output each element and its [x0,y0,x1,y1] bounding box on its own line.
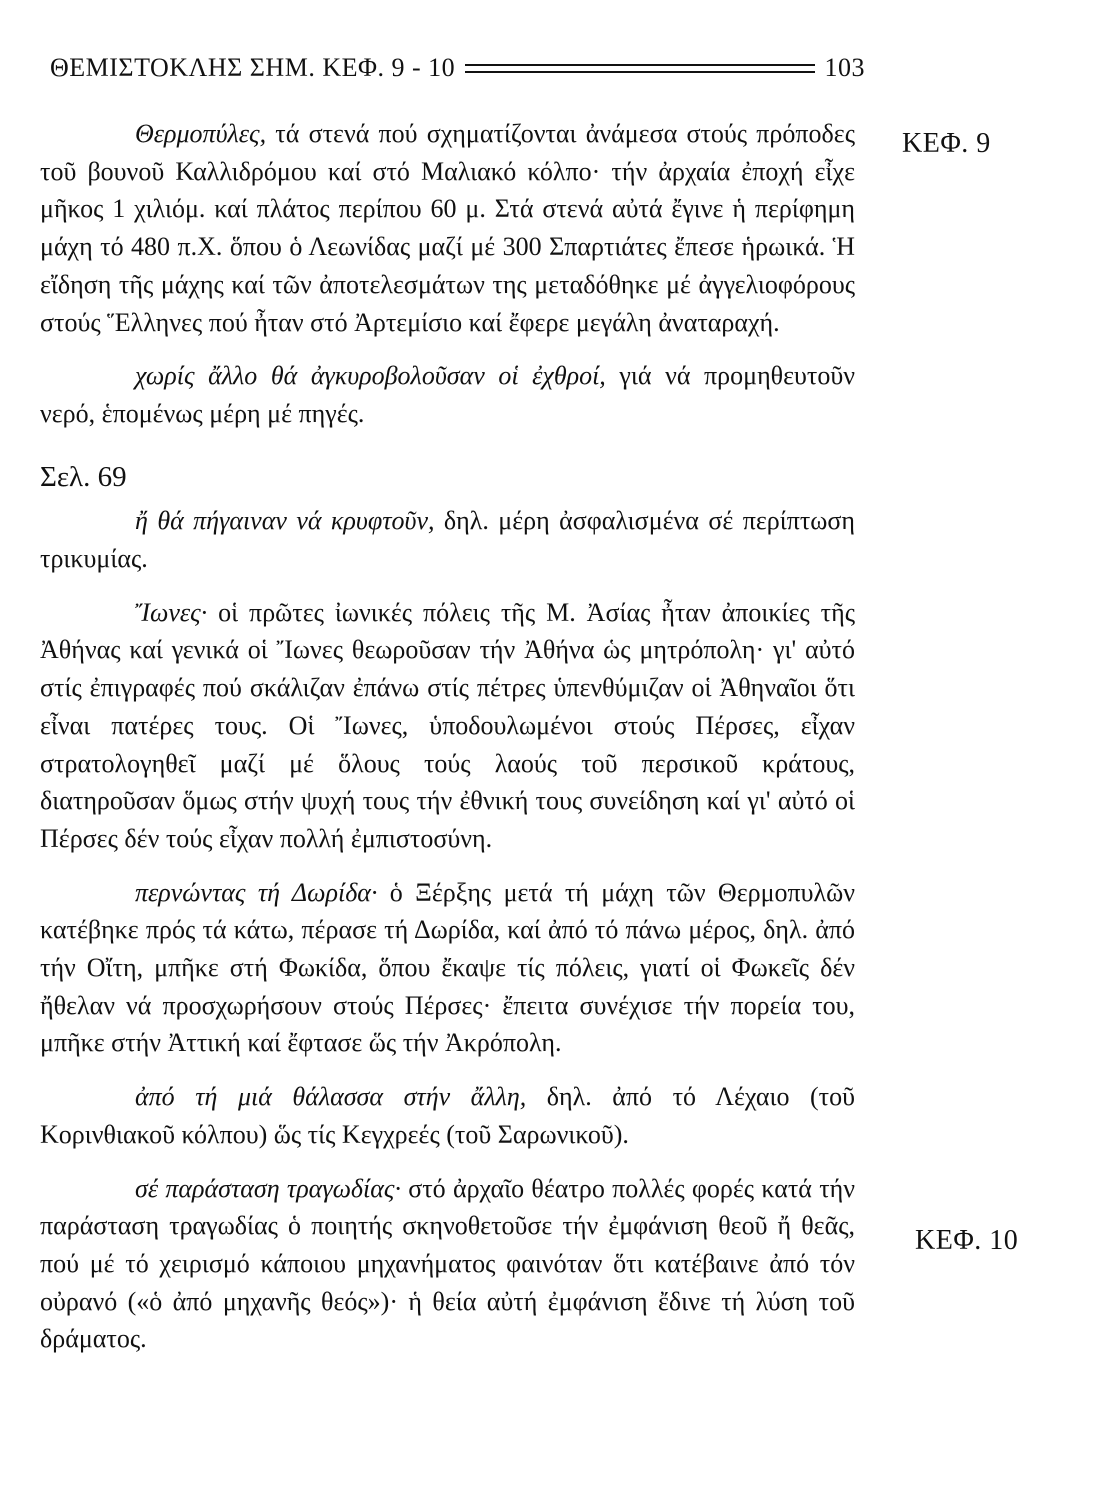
commentary-text: δηλ. ἀπό τό Λέχαιο (τοῦ Κορινθιακοῦ κόλπου) ὥς τίς Κεγχρεές (τοῦ Σαρωνικοῦ). [40,1082,855,1149]
commentary-paragraph [40,1170,855,1359]
header-title: ΘΕΜΙΣΤΟΚΛΗΣ ΣΗΜ. ΚΕΦ. 9 - 10 [50,53,456,82]
commentary-paragraph [40,115,855,341]
commentary-paragraph [40,874,855,1063]
lemma: ἀπό τή μιά θάλασσα στήν ἄλλη, [135,1082,527,1112]
margin-note-chapter-9: ΚΕΦ. 9 [902,128,991,159]
commentary-text: γιά νά προμηθευτοῦν νερό, ἑπομένως μέρη μέ πηγές. [40,361,855,428]
section-heading: Σελ. 69 [40,460,127,493]
page-number: 103 [824,53,865,82]
commentary-paragraph [40,502,855,577]
lemma: Θερμοπύλες, [135,119,267,148]
margin-note-chapter-10: ΚΕΦ. 10 [915,1225,1019,1256]
commentary-text: ὁ Ξέρξης μετά τή μάχη τῶν Θερμοπυλῶν κατέβηκε πρός τά κάτω, πέρασε τή Δωρίδα, καί ἀπό τό πάνω μέρος, δηλ. ἀπό τήν Οἴτη, μπῆκε στή Φωκίδα, ὅπου ἔκαψε τίς πόλεις, γιατί οἱ Φωκεῖς δέν ἤθελαν νά προσχωρήσουν στούς Πέρσες· ἔπειτα συνέχισε τήν πορεία του, μπῆκε στήν Ἀττική καί ἔφτασε ὥς τήν Ἀκρόπολη. [40,877,856,1058]
commentary-paragraph [40,594,855,858]
commentary-paragraph [40,357,855,432]
lemma: περνώντας τή Δωρίδα· [135,877,378,907]
lemma: Ἴωνες· [135,597,208,627]
page-body [40,115,855,1374]
commentary-text: δηλ. μέρη ἀσφαλισμένα σέ περίπτωση τρικυμίας. [40,506,856,574]
commentary-text: τά στενά πού σχηματίζονται ἀνάμεσα στούς πρόποδες τοῦ βουνοῦ Καλλιδρόμου καί στό Μαλιακό κόλπο· τήν ἀρχαία ἐποχή εἶχε μῆκος 1 χιλιόμ. καί πλάτος περίπου 60 μ. Στά στενά αὐτά ἔγινε ἡ περίφημη μάχη τό 480 π.Χ. ὅπου ὁ Λεωνίδας μαζί μέ 300 Σπαρτιάτες ἔπεσε ἡρωικά. Ἡ εἴδηση τῆς μάχης καί τῶν ἀποτελεσμάτων της μεταδόθηκε μέ ἀγγελιοφόρους στούς Ἕλληνες πού ἦταν στό Ἀρτεμίσιο καί ἔφερε μεγάλη ἀναταραχή. [40,119,855,337]
lemma: ἤ θά πήγαιναν νά κρυφτοῦν, [135,506,435,536]
commentary-text: στό ἀρχαῖο θέατρο πολλές φορές κατά τήν παράσταση τραγωδίας ὁ ποιητής σκηνοθετοῦσε τήν ἐμφάνιση θεοῦ ἤ θεᾶς, πού μέ τό χειρισμό κάποιου μηχανήματος φαινόταν ὅτι κατέβαινε ἀπό τόν οὐρανό («ὁ ἀπό μηχανῆς θεός»)· ἡ θεία αὐτή ἐμφάνιση ἔδινε τή λύση τοῦ δράματος. [40,1173,856,1354]
commentary-paragraph [40,1078,855,1153]
header-rule [465,64,814,73]
commentary-text: οἱ πρῶτες ἰωνικές πόλεις τῆς Μ. Ἀσίας ἦταν ἀποικίες τῆς Ἀθήνας καί γενικά οἱ Ἴωνες θεωροῦσαν τήν Ἀθήνα ὡς μητρόπολη· γι' αὐτό στίς ἐπιγραφές πού σκάλιζαν ἐπάνω στίς πέτρες ὑπενθύμιζαν οἱ Ἀθηναῖοι ὅτι εἶναι πατέρες τους. Οἱ Ἴωνες, ὑποδουλωμένοι στούς Πέρσες, εἶχαν στρατολογηθεῖ μαζί μέ ὅλους τούς λαούς τοῦ περσικοῦ κράτους, διατηροῦσαν ὅμως στήν ψυχή τους τήν ἐθνική τους συνείδηση καί γι' αὐτό οἱ Πέρσες δέν τούς εἶχαν πολλή ἐμπιστοσύνη. [40,597,855,853]
lemma: χωρίς ἄλλο θά ἀγκυροβολοῦσαν οἱ ἐχθροί, [135,361,606,391]
lemma: σέ παράσταση τραγωδίας· [135,1173,401,1203]
running-header [50,48,865,88]
